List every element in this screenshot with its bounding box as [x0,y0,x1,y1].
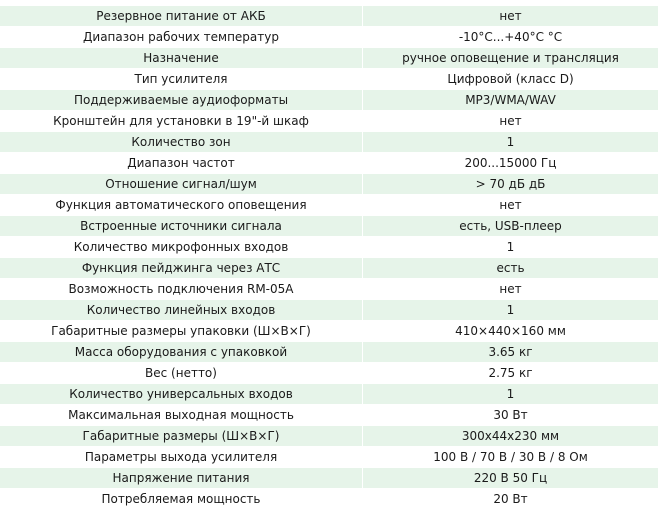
spec-row [0,300,658,321]
spec-value: есть [363,258,659,279]
spec-name: Кронштейн для установки в 19"-й шкаф [0,111,363,132]
spec-value: 200...15000 Гц [363,153,659,174]
spec-name: Поддерживаемые аудиоформаты [0,90,363,111]
spec-value: ручное оповещение и трансляция [363,48,659,69]
spec-row [0,111,658,132]
spec-row [0,489,658,510]
spec-row [0,153,658,174]
spec-value: 410×440×160 мм [363,321,659,342]
spec-row [0,363,658,384]
spec-value: нет [363,195,659,216]
spec-name: Напряжение питания [0,468,363,489]
spec-value: 300x44x230 мм [363,426,659,447]
spec-value: 1 [363,300,659,321]
spec-row [0,132,658,153]
spec-name: Возможность подключения RM-05A [0,279,363,300]
spec-name: Отношение сигнал/шум [0,174,363,195]
spec-row [0,405,658,426]
spec-row [0,27,658,48]
spec-name: Функция пейджинга через АТС [0,258,363,279]
spec-row [0,69,658,90]
spec-name: Резервное питание от АКБ [0,6,363,27]
spec-name: Потребляемая мощность [0,489,363,510]
spec-name: Габаритные размеры (Ш×В×Г) [0,426,363,447]
spec-name: Вес (нетто) [0,363,363,384]
specs-table [0,6,658,510]
spec-value: 100 В / 70 В / 30 В / 8 Ом [363,447,659,468]
spec-name: Функция автоматического оповещения [0,195,363,216]
spec-value: 1 [363,384,659,405]
spec-value: -10°C...+40°C °C [363,27,659,48]
spec-name: Количество универсальных входов [0,384,363,405]
spec-row [0,321,658,342]
spec-value: 220 В 50 Гц [363,468,659,489]
spec-value: есть, USB-плеер [363,216,659,237]
spec-row [0,90,658,111]
spec-name: Максимальная выходная мощность [0,405,363,426]
spec-row [0,342,658,363]
spec-name: Тип усилителя [0,69,363,90]
spec-value: 30 Вт [363,405,659,426]
spec-value: 3.65 кг [363,342,659,363]
spec-value: 1 [363,132,659,153]
spec-row [0,468,658,489]
spec-row [0,384,658,405]
spec-row [0,174,658,195]
spec-name: Масса оборудования с упаковкой [0,342,363,363]
specs-table-body [0,6,658,510]
spec-name: Габаритные размеры упаковки (Ш×В×Г) [0,321,363,342]
spec-value: 20 Вт [363,489,659,510]
spec-value: нет [363,279,659,300]
spec-value: 1 [363,237,659,258]
spec-name: Встроенные источники сигнала [0,216,363,237]
spec-row [0,447,658,468]
spec-row [0,258,658,279]
spec-value: > 70 дБ дБ [363,174,659,195]
spec-name: Количество линейных входов [0,300,363,321]
spec-name: Диапазон частот [0,153,363,174]
spec-value: MP3/WMA/WAV [363,90,659,111]
spec-value: 2.75 кг [363,363,659,384]
spec-value: нет [363,111,659,132]
spec-row [0,195,658,216]
spec-name: Диапазон рабочих температур [0,27,363,48]
spec-name: Параметры выхода усилителя [0,447,363,468]
spec-value: Цифровой (класс D) [363,69,659,90]
spec-row [0,279,658,300]
spec-name: Количество микрофонных входов [0,237,363,258]
spec-row [0,216,658,237]
spec-row [0,237,658,258]
spec-name: Количество зон [0,132,363,153]
spec-row [0,6,658,27]
spec-name: Назначение [0,48,363,69]
spec-row [0,426,658,447]
spec-value: нет [363,6,659,27]
spec-row [0,48,658,69]
